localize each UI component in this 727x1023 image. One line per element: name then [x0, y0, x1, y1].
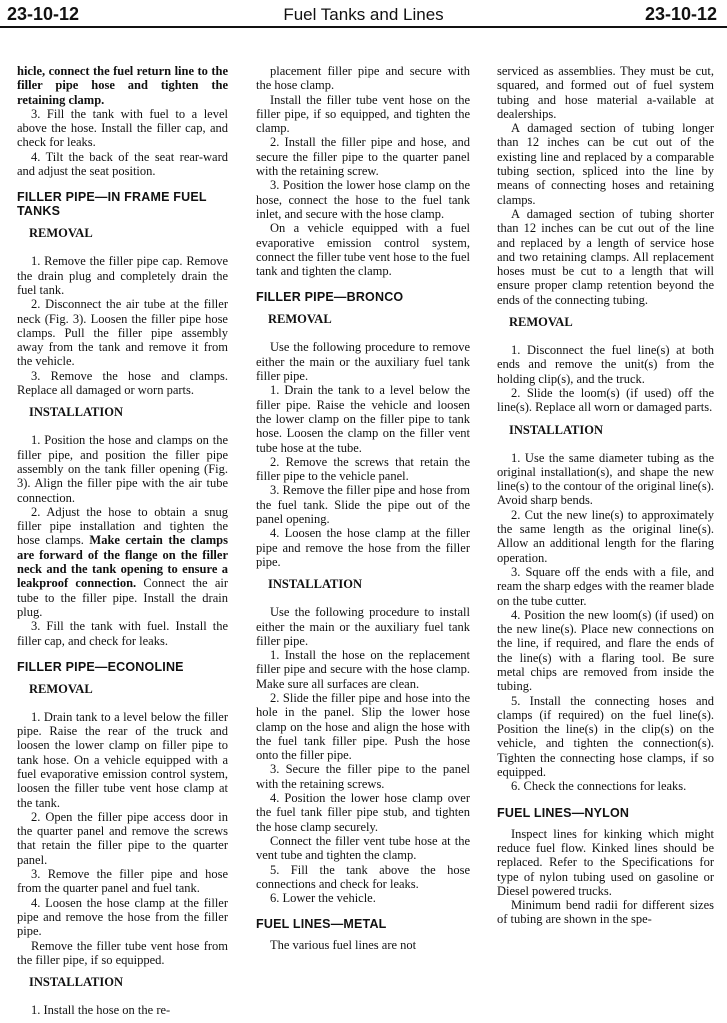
step: 2. Cut the new line(s) to approximately the same length as the original line(s). Allow an additional length for the flaring operation. [497, 507, 714, 565]
subheading-installation: INSTALLATION [29, 975, 124, 990]
step: 1. Position the hose and clamps on the filler pipe, and position the filler pipe assembly on the tank filler opening (Fig. 3). Align the filler pipe with the air tube connection. [17, 433, 228, 505]
step: On a vehicle equipped with a fuel evaporative emission control system, connect the filler tube vent hose to the fuel tank and tighten the clamp. [256, 221, 470, 279]
step: 3. Square off the ends with a file, and ream the sharp edges with the reamer blade on the tube cutter. [497, 564, 714, 608]
paragraph: Use the following procedure to remove either the main or the auxiliary fuel tank filler pipe. [256, 340, 470, 384]
page-header [0, 0, 727, 28]
paragraph: A damaged section of tubing shorter than 12 inches can be cut out of the line and replaced by a length of service hose and two retaining clamps. All replacement hoses must be cut to a length that will ensure proper clamp retention beyond the ends of the connecting tubing. [497, 206, 714, 307]
step: 3. Remove the filler pipe and hose from the quarter panel and fuel tank. [17, 867, 228, 896]
step: 1. Remove the filler pipe cap. Remove the drain plug and completely drain the fuel tank. [17, 254, 228, 297]
step: 1. Install the hose on the re- [31, 1003, 171, 1018]
step: 4. Loosen the hose clamp at the filler pipe and remove the hose from the filler pipe. [256, 526, 470, 569]
step: 2. Open the filler pipe access door in the quarter panel and remove the screws that retain the filler pipe to the quarter panel. [17, 809, 228, 867]
step: 6. Check the connections for leaks. [511, 779, 687, 794]
step: 2. Remove the screws that retain the filler pipe to the vehicle panel. [256, 454, 470, 484]
step: 3. Position the lower hose clamp on the hose, connect the hose to the fuel tank inlet, and secure with the hose clamp. [256, 178, 470, 221]
step: 1. Disconnect the fuel line(s) at both ends and remove the unit(s) from the holding clip(s), and the truck. [497, 343, 714, 386]
step: 2. Disconnect the air tube at the filler neck (Fig. 3). Loosen the filler pipe hose clamps. Pull the filler pipe assembly away from the tank and remove it from the vehicle. [17, 297, 228, 369]
step: 2. Slide the loom(s) (if used) off the line(s). Replace all worn or damaged parts. [497, 385, 714, 415]
step: 1. Install the hose on the replacement filler pipe and secure with the hose clamp. Make sure all surfaces are clean. [256, 648, 470, 691]
section-heading-econoline: FILLER PIPE—ECONOLINE [17, 659, 184, 674]
page-number-right: 23-10-12 [644, 4, 717, 24]
step: 3. Remove the filler pipe and hose from the fuel tank. Slide the pipe out of the panel opening. [256, 483, 470, 527]
paragraph: Use the following procedure to install either the main or the auxiliary fuel tank filler pipe. [256, 605, 470, 648]
paragraph: hicle, connect the fuel return line to the filler pipe hose and tighten the retaining clamp. [17, 64, 228, 107]
step: 4. Position the lower hose clamp over the fuel tank filler pipe stub, and tighten the hose clamp securely. [256, 791, 470, 834]
paragraph: serviced as assemblies. They must be cut, squared, and formed out of fuel system tubing and hose material a-vailable at dealerships. [497, 64, 714, 121]
caution-text: Make certain the clamps are forward of the flange on the filler neck and the tank opening to ensure a leakproof connection. [17, 533, 228, 591]
step: 1. Use the same diameter tubing as the original installation(s), and shape the new line(s) to the contour of the original line(s). Avoid sharp bends. [497, 450, 714, 508]
section-heading-bronco: FILLER PIPE—BRONCO [256, 290, 404, 305]
section-heading-in-frame: FILLER PIPE—IN FRAME FUEL TANKS [17, 190, 207, 219]
step: 5. Install the connecting hoses and clamps (if required) on the fuel line(s). Position the line(s) in the clip(s) on the vehicle, and tighten the connection(s). Tighten the connecting hose clamps, if so equipped. [497, 693, 714, 780]
step: 3. Secure the filler pipe to the panel with the retaining screws. [256, 762, 470, 791]
step: 3. Fill the tank with fuel. Install the filler cap, and check for leaks. [17, 619, 228, 648]
subheading-installation: INSTALLATION [29, 405, 124, 420]
step: Remove the filler tube vent hose from the filler pipe, if so equipped. [17, 938, 228, 967]
step: Connect the filler vent tube hose at the vent tube and tighten the clamp. [256, 833, 470, 863]
page-number-left: 23-10-12 [7, 4, 80, 24]
step: 3. Remove the hose and clamps. Replace all damaged or worn parts. [17, 368, 228, 398]
step: 1. Drain tank to a level below the filler pipe. Raise the rear of the truck and loosen the lower clamp on filler pipe to tank hose. On a vehicle equipped with a fuel evaporative emission control system, loosen the filler tube vent hose clamp at the tank. [17, 709, 228, 810]
column-middle [256, 64, 470, 953]
paragraph: Inspect lines for kinking which might reduce fuel flow. Kinked lines should be replaced. Refer to the Specifications for type of nylon tubing used on gasoline or Diesel powered trucks. [497, 826, 714, 898]
step: 6. Lower the vehicle. [270, 891, 376, 906]
subheading-removal: REMOVAL [29, 681, 93, 696]
step: 5. Fill the tank above the hose connections and check for leaks. [256, 862, 470, 891]
paragraph: Minimum bend radii for different sizes of tubing are shown in the spe- [497, 898, 714, 927]
section-heading-fuel-lines-metal: FUEL LINES—METAL [256, 917, 387, 932]
step: 1. Drain the tank to a level below the filler pipe. Raise the vehicle and loosen the lower clamp on the filler pipe to tank hose. Loosen the clamp on the filler vent tube hose at the tube. [256, 383, 470, 455]
step: 4. Tilt the back of the seat rear-ward and adjust the seat position. [17, 149, 228, 179]
subheading-installation: INSTALLATION [268, 577, 363, 592]
column-right [497, 64, 714, 927]
subheading-installation: INSTALLATION [509, 422, 604, 437]
step: Install the filler tube vent hose on the filler pipe, if so equipped, and tighten the clamp. [256, 92, 470, 136]
step: 2. Slide the filler pipe and hose into the hole in the panel. Slip the lower hose clamp on the hose and align the hose with the fuel tank filler pipe. Push the hose onto the filler pipe. [256, 690, 470, 763]
paragraph: A damaged section of tubing longer than 12 inches can be cut out of the existing line and replaced by a comparable tubing section, spliced into the line by means of connecting hoses and retaining clamps. [497, 121, 714, 207]
paragraph: placement filler pipe and secure with the hose clamp. [256, 64, 470, 93]
step: 4. Position the new loom(s) (if used) on the new line(s). Place new connections on the line, if required, and flare the ends of the line(s) with a flaring tool. Be sure metal chips are removed from inside the tubing. [497, 607, 714, 694]
page-title: Fuel Tanks and Lines [283, 5, 444, 24]
step: 2. Install the filler pipe and hose, and secure the filler pipe to the quarter panel with the retaining screw. [256, 135, 470, 179]
step-text: 2. Adjust the hose to obtain a snug filler pipe installation and tighten the hose clamps. [17, 504, 228, 548]
step: 4. Loosen the hose clamp at the filler pipe and remove the hose from the filler pipe. [17, 895, 228, 939]
subheading-removal: REMOVAL [509, 315, 573, 330]
column-left [17, 64, 228, 1017]
step: 3. Fill the tank with fuel to a level above the hose. Install the filler cap, and check for leaks. [17, 106, 228, 150]
section-heading-fuel-lines-nylon: FUEL LINES—NYLON [497, 805, 630, 820]
subheading-removal: REMOVAL [268, 312, 332, 327]
subheading-removal: REMOVAL [29, 226, 93, 241]
step [17, 505, 228, 619]
paragraph: The various fuel lines are not [270, 938, 417, 953]
step-text: Connect the air tube to the filler pipe. Install the drain plug. [17, 576, 229, 619]
